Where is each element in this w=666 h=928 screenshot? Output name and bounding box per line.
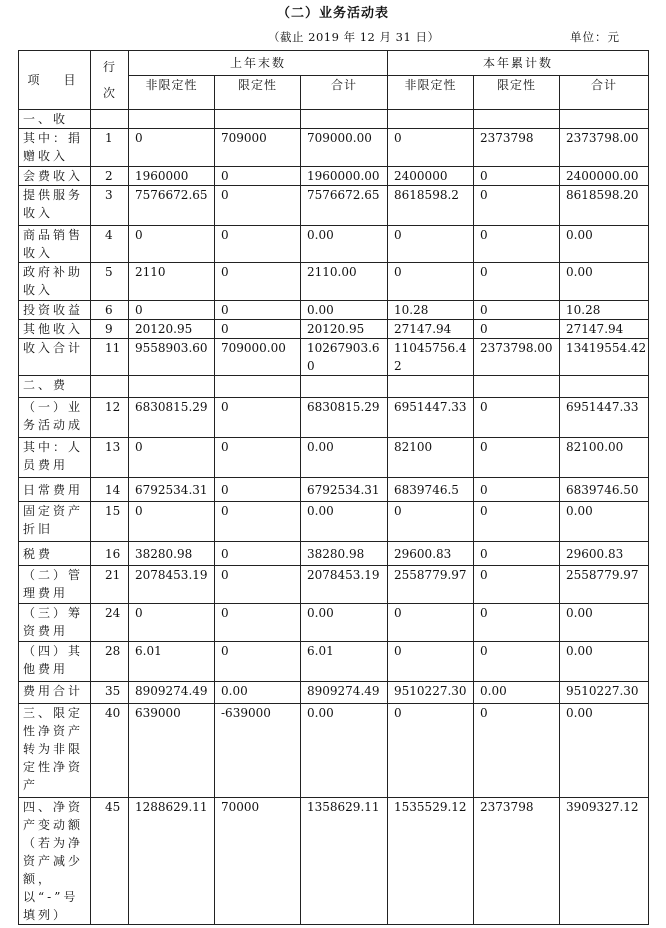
cell-value: 0.00 xyxy=(215,682,301,704)
cell-value: 8618598.2 xyxy=(388,186,474,226)
table-row xyxy=(19,566,649,604)
cell-value: 0 xyxy=(215,566,301,604)
cell-value xyxy=(129,376,215,398)
row-label: （四）其他费用 xyxy=(19,642,91,682)
row-label: 税费 xyxy=(19,542,91,566)
cell-value: 0.00 xyxy=(560,502,649,542)
cell-value xyxy=(388,376,474,398)
cell-value: 0 xyxy=(474,438,560,478)
cell-value: -639000 xyxy=(215,704,301,798)
cell-value: 0 xyxy=(474,478,560,502)
cell-value: 0 xyxy=(129,129,215,167)
cell-value: 0 xyxy=(474,566,560,604)
cell-value: 6.01 xyxy=(301,642,388,682)
cell-value: 1358629.11 xyxy=(301,798,388,925)
row-number: 1 xyxy=(91,129,129,167)
cell-value: 2078453.19 xyxy=(129,566,215,604)
cell-value: 6830815.29 xyxy=(129,398,215,438)
cell-value: 0 xyxy=(388,642,474,682)
row-number: 6 xyxy=(91,301,129,320)
cell-value: 0 xyxy=(129,226,215,263)
cell-value: 2558779.97 xyxy=(388,566,474,604)
cell-value: 2373798 xyxy=(474,129,560,167)
cell-value: 27147.94 xyxy=(560,320,649,339)
cell-value: 0 xyxy=(388,704,474,798)
header-curr-total: 合计 xyxy=(560,76,649,110)
cell-value xyxy=(474,110,560,129)
row-number: 11 xyxy=(91,339,129,376)
table-row xyxy=(19,301,649,320)
cell-value: 0 xyxy=(215,186,301,226)
cell-value: 0 xyxy=(388,502,474,542)
header-prev-unrestricted: 非限定性 xyxy=(129,76,215,110)
header-item: 项 目 xyxy=(19,51,91,110)
cell-value: 2373798.00 xyxy=(560,129,649,167)
cell-value: 0 xyxy=(215,398,301,438)
row-number: 13 xyxy=(91,438,129,478)
cell-value: 2400000 xyxy=(388,167,474,186)
cell-value: 0 xyxy=(215,226,301,263)
row-number: 15 xyxy=(91,502,129,542)
cell-value: 0 xyxy=(474,542,560,566)
row-number: 9 xyxy=(91,320,129,339)
cell-value: 9510227.30 xyxy=(560,682,649,704)
row-label: 其中：人员费用 xyxy=(19,438,91,478)
row-label: 会费收入 xyxy=(19,167,91,186)
cell-value xyxy=(129,110,215,129)
table-row xyxy=(19,604,649,642)
header-prev-year: 上年末数 xyxy=(129,51,388,76)
cell-value: 709000.00 xyxy=(215,339,301,376)
cell-value: 10267903.60 xyxy=(301,339,388,376)
cell-value: 6951447.33 xyxy=(388,398,474,438)
row-number xyxy=(91,110,129,129)
cell-value: 11045756.42 xyxy=(388,339,474,376)
table-row xyxy=(19,167,649,186)
row-number: 14 xyxy=(91,478,129,502)
cell-value: 0.00 xyxy=(301,301,388,320)
cell-value: 0 xyxy=(129,604,215,642)
cell-value: 1288629.11 xyxy=(129,798,215,925)
cell-value: 0 xyxy=(474,642,560,682)
cell-value: 0.00 xyxy=(560,704,649,798)
row-label: 投资收益 xyxy=(19,301,91,320)
row-number: 16 xyxy=(91,542,129,566)
cell-value: 0 xyxy=(215,263,301,301)
cell-value: 29600.83 xyxy=(560,542,649,566)
cell-value: 0 xyxy=(215,320,301,339)
cell-value: 0 xyxy=(129,438,215,478)
table-row xyxy=(19,186,649,226)
report-date: （截止 2019 年 12 月 31 日） xyxy=(268,30,440,44)
cell-value: 0 xyxy=(215,642,301,682)
cell-value: 1960000.00 xyxy=(301,167,388,186)
row-number: 2 xyxy=(91,167,129,186)
table-row xyxy=(19,398,649,438)
row-label: 其他收入 xyxy=(19,320,91,339)
page-title: （二）业务活动表 xyxy=(276,6,389,21)
table-row xyxy=(19,110,649,129)
cell-value: 9558903.60 xyxy=(129,339,215,376)
row-label: 四、净资产变动额（若为净资产减少额，以“-”号填列） xyxy=(19,798,91,925)
cell-value xyxy=(215,376,301,398)
cell-value: 0 xyxy=(474,226,560,263)
cell-value: 0 xyxy=(388,226,474,263)
cell-value: 6792534.31 xyxy=(301,478,388,502)
row-label: 其中：捐赠收入 xyxy=(19,129,91,167)
cell-value xyxy=(301,376,388,398)
cell-value: 0 xyxy=(215,438,301,478)
table-row xyxy=(19,682,649,704)
table-row xyxy=(19,542,649,566)
row-number: 4 xyxy=(91,226,129,263)
row-label: 日常费用 xyxy=(19,478,91,502)
row-number xyxy=(91,376,129,398)
cell-value: 709000.00 xyxy=(301,129,388,167)
cell-value: 0 xyxy=(474,167,560,186)
row-number: 3 xyxy=(91,186,129,226)
table-row xyxy=(19,263,649,301)
cell-value: 6839746.5 xyxy=(388,478,474,502)
header-curr-year: 本年累计数 xyxy=(388,51,649,76)
cell-value: 27147.94 xyxy=(388,320,474,339)
cell-value: 2110.00 xyxy=(301,263,388,301)
unit-label: 单位：元 xyxy=(570,30,620,44)
cell-value: 9510227.30 xyxy=(388,682,474,704)
cell-value: 6951447.33 xyxy=(560,398,649,438)
cell-value: 2558779.97 xyxy=(560,566,649,604)
cell-value: 0 xyxy=(215,604,301,642)
cell-value: 6830815.29 xyxy=(301,398,388,438)
cell-value: 0 xyxy=(129,301,215,320)
table-row xyxy=(19,376,649,398)
cell-value: 0 xyxy=(474,704,560,798)
cell-value: 6792534.31 xyxy=(129,478,215,502)
cell-value: 7576672.65 xyxy=(301,186,388,226)
cell-value: 0.00 xyxy=(301,438,388,478)
cell-value: 0.00 xyxy=(301,226,388,263)
cell-value: 29600.83 xyxy=(388,542,474,566)
header-prev-restricted: 限定性 xyxy=(215,76,301,110)
cell-value xyxy=(301,110,388,129)
row-label: 三、限定性净资产转为非限定性净资产 xyxy=(19,704,91,798)
cell-value: 0 xyxy=(215,301,301,320)
cell-value: 1535529.12 xyxy=(388,798,474,925)
cell-value: 0 xyxy=(215,478,301,502)
cell-value xyxy=(560,376,649,398)
cell-value: 20120.95 xyxy=(129,320,215,339)
cell-value: 38280.98 xyxy=(129,542,215,566)
row-label: （一）业务活动成 xyxy=(19,398,91,438)
cell-value: 8909274.49 xyxy=(129,682,215,704)
cell-value: 2078453.19 xyxy=(301,566,388,604)
cell-value: 2110 xyxy=(129,263,215,301)
row-label: （二）管理费用 xyxy=(19,566,91,604)
row-label: 提供服务收入 xyxy=(19,186,91,226)
row-label: 商品销售收入 xyxy=(19,226,91,263)
cell-value: 0.00 xyxy=(301,604,388,642)
cell-value: 0.00 xyxy=(560,226,649,263)
cell-value: 0 xyxy=(474,301,560,320)
header-prev-total: 合计 xyxy=(301,76,388,110)
row-label: 固定资产折旧 xyxy=(19,502,91,542)
cell-value: 0 xyxy=(474,320,560,339)
cell-value: 10.28 xyxy=(388,301,474,320)
cell-value: 0 xyxy=(215,167,301,186)
table-row xyxy=(19,226,649,263)
table-row xyxy=(19,339,649,376)
header-curr-restricted: 限定性 xyxy=(474,76,560,110)
row-number: 40 xyxy=(91,704,129,798)
row-number: 5 xyxy=(91,263,129,301)
cell-value: 3909327.12 xyxy=(560,798,649,925)
cell-value: 6.01 xyxy=(129,642,215,682)
cell-value: 0 xyxy=(215,502,301,542)
cell-value: 20120.95 xyxy=(301,320,388,339)
row-label: 费用合计 xyxy=(19,682,91,704)
cell-value: 2373798 xyxy=(474,798,560,925)
cell-value: 0.00 xyxy=(301,502,388,542)
cell-value: 1960000 xyxy=(129,167,215,186)
table-row xyxy=(19,320,649,339)
row-label: （三）筹资费用 xyxy=(19,604,91,642)
cell-value: 13419554.42 xyxy=(560,339,649,376)
header-curr-unrestricted: 非限定性 xyxy=(388,76,474,110)
cell-value: 0.00 xyxy=(301,704,388,798)
cell-value: 10.28 xyxy=(560,301,649,320)
cell-value xyxy=(474,376,560,398)
cell-value: 0 xyxy=(388,129,474,167)
cell-value: 2400000.00 xyxy=(560,167,649,186)
cell-value: 0.00 xyxy=(474,682,560,704)
cell-value: 8618598.20 xyxy=(560,186,649,226)
cell-value: 82100 xyxy=(388,438,474,478)
table-row xyxy=(19,798,649,925)
cell-value: 0 xyxy=(388,263,474,301)
row-label: 收入合计 xyxy=(19,339,91,376)
table-row xyxy=(19,502,649,542)
cell-value: 0.00 xyxy=(560,263,649,301)
table-row xyxy=(19,704,649,798)
cell-value: 0 xyxy=(474,186,560,226)
cell-value: 70000 xyxy=(215,798,301,925)
row-number: 24 xyxy=(91,604,129,642)
cell-value: 0 xyxy=(474,604,560,642)
table-row xyxy=(19,438,649,478)
cell-value: 0.00 xyxy=(560,604,649,642)
row-number: 21 xyxy=(91,566,129,604)
cell-value: 0 xyxy=(474,263,560,301)
cell-value: 7576672.65 xyxy=(129,186,215,226)
cell-value: 639000 xyxy=(129,704,215,798)
cell-value: 8909274.49 xyxy=(301,682,388,704)
table-row xyxy=(19,478,649,502)
cell-value: 0 xyxy=(474,502,560,542)
header-row-no: 行次 xyxy=(91,51,129,110)
cell-value: 6839746.50 xyxy=(560,478,649,502)
cell-value: 0 xyxy=(474,398,560,438)
cell-value xyxy=(215,110,301,129)
table-row xyxy=(19,129,649,167)
table-row xyxy=(19,642,649,682)
cell-value xyxy=(388,110,474,129)
cell-value xyxy=(560,110,649,129)
business-activity-table xyxy=(18,50,649,925)
cell-value: 0 xyxy=(129,502,215,542)
cell-value: 0.00 xyxy=(560,642,649,682)
row-number: 35 xyxy=(91,682,129,704)
cell-value: 0 xyxy=(215,542,301,566)
row-number: 45 xyxy=(91,798,129,925)
cell-value: 0 xyxy=(388,604,474,642)
cell-value: 38280.98 xyxy=(301,542,388,566)
cell-value: 82100.00 xyxy=(560,438,649,478)
row-number: 12 xyxy=(91,398,129,438)
row-label: 政府补助收入 xyxy=(19,263,91,301)
row-number: 28 xyxy=(91,642,129,682)
row-label: 一、收 xyxy=(19,110,91,129)
cell-value: 709000 xyxy=(215,129,301,167)
row-label: 二、费 xyxy=(19,376,91,398)
cell-value: 2373798.00 xyxy=(474,339,560,376)
